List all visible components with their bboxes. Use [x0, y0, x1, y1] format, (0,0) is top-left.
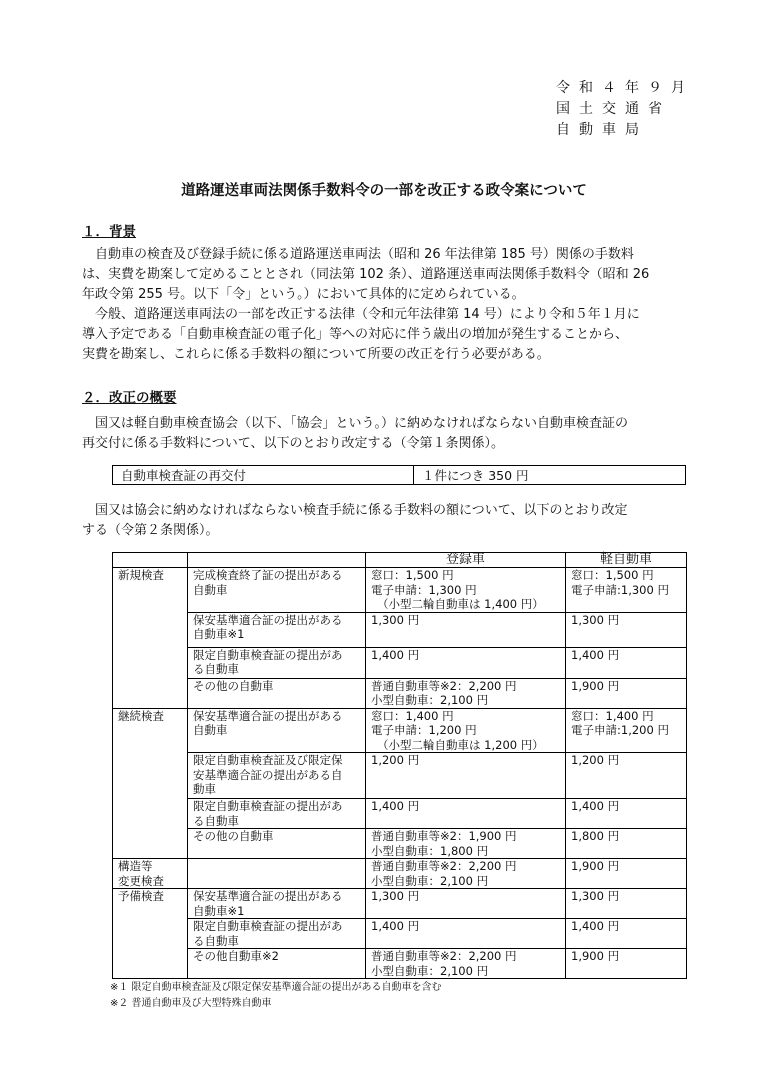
- kei-vehicle-fee: [566, 859, 687, 889]
- registered-vehicle-fee: [366, 678, 566, 708]
- condition: [188, 678, 366, 708]
- kei-vehicle-fee: [566, 889, 687, 919]
- cell-line: 1,400 円: [571, 647, 620, 662]
- cell-line: 1,400 円: [371, 799, 420, 813]
- table-row: [113, 949, 687, 979]
- text-line: 実費を勘案し、これらに係る手数料の額について所要の改正を行う必要がある。: [82, 347, 550, 362]
- cell-line: る自動車: [193, 813, 239, 828]
- cell-line: （小型二輪自動車は 1,200 円）: [377, 737, 544, 752]
- inspection-type: [113, 859, 188, 889]
- registered-vehicle-fee: [366, 829, 566, 859]
- cell-line: 継続検査: [118, 708, 164, 723]
- table-row: [113, 753, 687, 799]
- section-heading-overview: ２．改正の概要: [82, 390, 177, 406]
- cell-line: 1,400 円: [571, 919, 620, 933]
- section-heading-background: １．背景: [82, 224, 136, 240]
- cell-line: 1,900 円: [571, 859, 620, 873]
- column-header: 登録車: [366, 553, 566, 568]
- condition: [188, 568, 366, 613]
- registered-vehicle-fee: [366, 753, 566, 799]
- overview-paragraph-2: [82, 501, 692, 541]
- reissue-fee: １件につき 350 円: [414, 466, 686, 485]
- registered-vehicle-fee: [366, 859, 566, 889]
- text-line: する（令第２条関係）。: [82, 523, 219, 538]
- text-line: は、実費を勘案して定めることとされ（同法第 102 条）、道路運送車両法関係手数料令（昭和 26: [82, 267, 650, 282]
- cell-line: 1,300 円: [571, 612, 620, 627]
- cell-line: 普通自動車等※2：2,200 円: [371, 678, 517, 693]
- registered-vehicle-fee: [366, 799, 566, 829]
- cell-line: （小型二輪自動車は 1,400 円）: [377, 597, 544, 611]
- cell-line: その他自動車※2: [193, 949, 279, 963]
- registered-vehicle-fee: [366, 919, 566, 949]
- cell-line: 1,300 円: [571, 889, 620, 903]
- cell-line: 1,400 円: [371, 647, 420, 662]
- cell-line: 完成検査終了証の提出がある: [193, 568, 343, 582]
- cell-line: 限定自動車検査証の提出があ: [193, 919, 343, 933]
- condition: [188, 708, 366, 753]
- cell-line: 窓口：1,500 円: [371, 568, 454, 582]
- table-row: [113, 708, 687, 753]
- text-line: 年政令第 255 号。以下「令」という。）において具体的に定められている。: [82, 287, 525, 302]
- cell-line: 窓口：1,400 円: [371, 708, 454, 723]
- cell-line: 1,400 円: [371, 919, 420, 933]
- cell-line: 自動車※1: [193, 627, 245, 641]
- text-line: 国又は軽自動車検査協会（以下、「協会」という。）に納めなければならない自動車検査証の: [82, 416, 629, 431]
- footnote-1: ※１ 限定自動車検査証及び限定保安基準適合証の提出がある自動車を含む: [110, 982, 442, 993]
- cell-line: 電子申請:1,300 円: [571, 582, 669, 597]
- kei-vehicle-fee: [566, 678, 687, 708]
- cell-line: 1,800 円: [571, 829, 620, 843]
- cell-line: 保安基準適合証の提出がある: [193, 708, 343, 723]
- cell-line: 保安基準適合証の提出がある: [193, 889, 343, 903]
- kei-vehicle-fee: [566, 829, 687, 859]
- cell-line: 小型自動車：2,100 円: [371, 873, 489, 888]
- cell-line: 小型自動車：1,800 円: [371, 843, 489, 858]
- cell-line: 普通自動車等※2：2,200 円: [371, 859, 517, 873]
- cell-line: 変更検査: [118, 873, 164, 888]
- cell-line: る自動車: [193, 933, 239, 948]
- cell-line: 普通自動車等※2：2,200 円: [371, 949, 517, 963]
- condition: [188, 919, 366, 949]
- cell-line: 窓口：1,400 円: [571, 708, 654, 723]
- cell-line: 1,300 円: [371, 612, 420, 627]
- condition: [188, 753, 366, 799]
- table-row: [113, 829, 687, 859]
- cell-line: 1,400 円: [571, 799, 620, 813]
- bureau-name: 自動車局: [556, 122, 648, 138]
- column-header: [188, 553, 366, 568]
- inspection-type: [113, 568, 188, 709]
- table-row: [113, 889, 687, 919]
- reissue-item: 自動車検査証の再交付: [113, 466, 414, 485]
- cell-line: 1,900 円: [571, 949, 620, 963]
- cell-line: 1,200 円: [571, 753, 620, 767]
- column-header: 軽自動車: [566, 553, 687, 568]
- cell-line: 1,900 円: [571, 678, 620, 693]
- registered-vehicle-fee: [366, 889, 566, 919]
- cell-line: 電子申請:1,200 円: [571, 723, 669, 737]
- registered-vehicle-fee: [366, 949, 566, 979]
- column-header: [113, 553, 188, 568]
- table-row: [113, 612, 687, 647]
- condition: [188, 612, 366, 647]
- table-row: [113, 799, 687, 829]
- cell-line: 構造等: [118, 859, 153, 873]
- table-row: [113, 859, 687, 889]
- table-row: [113, 568, 687, 613]
- text-line: 今般、道路運送車両法の一部を改正する法律（令和元年法律第 14 号）により令和５年１月に: [82, 307, 640, 322]
- inspection-type: [113, 708, 188, 859]
- kei-vehicle-fee: [566, 949, 687, 979]
- registered-vehicle-fee: [366, 568, 566, 613]
- condition: [188, 859, 366, 889]
- cell-line: 電子申請：1,200 円: [371, 723, 477, 737]
- condition: [188, 647, 366, 678]
- kei-vehicle-fee: [566, 708, 687, 753]
- text-line: 自動車の検査及び登録手続に係る道路運送車両法（昭和 26 年法律第 185 号）関係の手数料: [82, 247, 634, 262]
- overview-paragraph-1: [82, 414, 692, 454]
- issue-date: 令和４年９月: [556, 80, 694, 96]
- cell-line: 保安基準適合証の提出がある: [193, 612, 343, 627]
- cell-line: 予備検査: [118, 889, 164, 903]
- registered-vehicle-fee: [366, 647, 566, 678]
- cell-line: 自動車※1: [193, 903, 245, 918]
- condition: [188, 949, 366, 979]
- cell-line: 1,200 円: [371, 753, 420, 767]
- document-title: 道路運送車両法関係手数料令の一部を改正する政令案について: [181, 183, 587, 199]
- footnote-2: ※２ 普通自動車及び大型特殊自動車: [110, 998, 272, 1009]
- table-row: [113, 678, 687, 708]
- text-line: 再交付に係る手数料について、以下のとおり改定する（令第１条関係）。: [82, 436, 504, 451]
- text-line: 国又は協会に納めなければならない検査手続に係る手数料の額について、以下のとおり改定: [82, 503, 628, 518]
- header-row: [113, 553, 687, 568]
- ministry-name: 国土交通省: [556, 101, 671, 117]
- cell-line: 限定自動車検査証の提出があ: [193, 647, 343, 662]
- condition: [188, 799, 366, 829]
- cell-line: その他の自動車: [193, 678, 274, 693]
- cell-line: 安基準適合証の提出がある自: [193, 767, 343, 782]
- cell-line: 小型自動車：2,100 円: [371, 963, 489, 978]
- table-row: [113, 647, 687, 678]
- cell-line: 小型自動車：2,100 円: [371, 693, 489, 707]
- cell-line: 動車: [193, 782, 216, 796]
- cell-line: 1,300 円: [371, 889, 420, 903]
- kei-vehicle-fee: [566, 919, 687, 949]
- cell-line: 限定自動車検査証及び限定保: [193, 753, 343, 767]
- registered-vehicle-fee: [366, 612, 566, 647]
- kei-vehicle-fee: [566, 612, 687, 647]
- cell-line: 自動車: [193, 582, 228, 597]
- table-row: [113, 466, 686, 485]
- reissue-fee-table: [112, 465, 686, 485]
- cell-line: その他の自動車: [193, 829, 274, 843]
- registered-vehicle-fee: [366, 708, 566, 753]
- inspection-fee-table: [112, 552, 687, 979]
- kei-vehicle-fee: [566, 753, 687, 799]
- cell-line: 電子申請：1,300 円: [371, 582, 477, 597]
- cell-line: 自動車: [193, 723, 228, 737]
- condition: [188, 889, 366, 919]
- inspection-type: [113, 889, 188, 979]
- table-row: [113, 919, 687, 949]
- cell-line: 新規検査: [118, 568, 164, 582]
- cell-line: 窓口：1,500 円: [571, 568, 654, 582]
- condition: [188, 829, 366, 859]
- cell-line: 限定自動車検査証の提出があ: [193, 799, 343, 813]
- cell-line: る自動車: [193, 662, 239, 676]
- kei-vehicle-fee: [566, 568, 687, 613]
- text-line: 導入予定である「自動車検査証の電子化」等への対応に伴う歳出の増加が発生することから、: [82, 327, 629, 342]
- background-paragraph: [82, 245, 692, 365]
- kei-vehicle-fee: [566, 799, 687, 829]
- kei-vehicle-fee: [566, 647, 687, 678]
- cell-line: 普通自動車等※2：1,900 円: [371, 829, 517, 843]
- issuer-block: [556, 78, 694, 141]
